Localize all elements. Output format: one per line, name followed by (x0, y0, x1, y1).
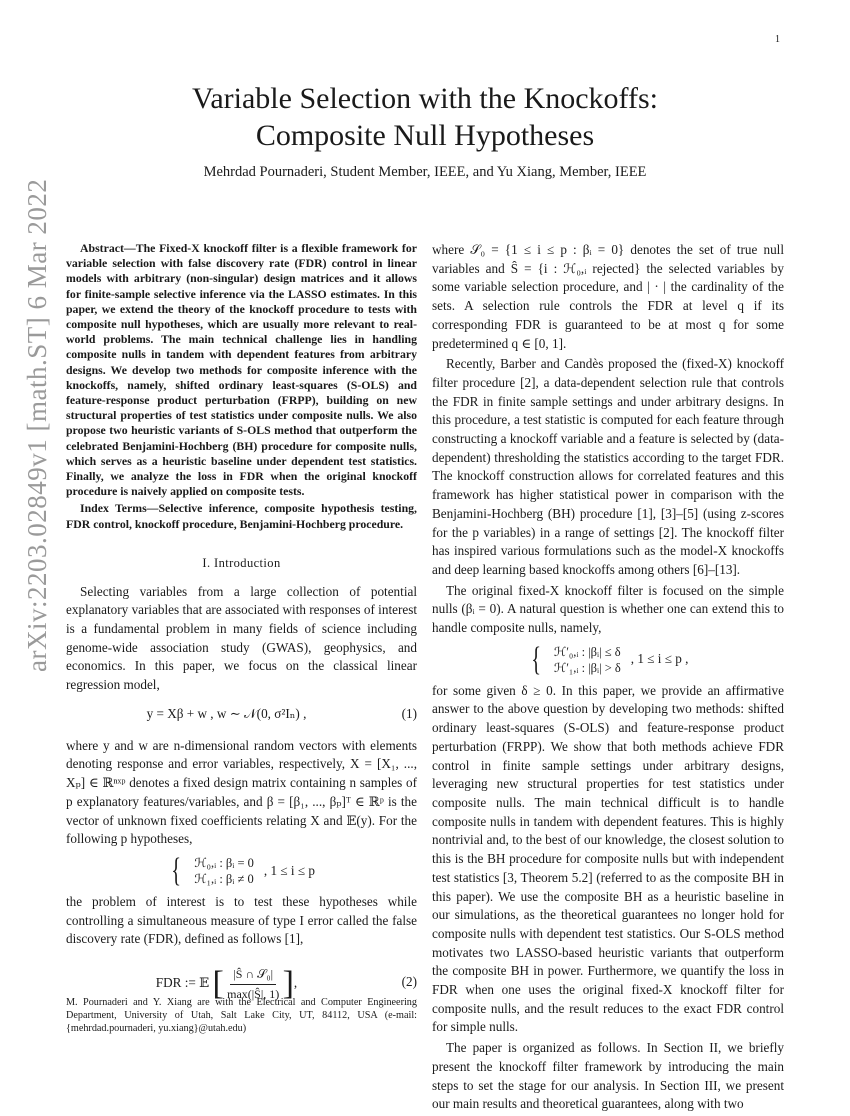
abstract: Abstract—The Fixed-X knockoff filter is a flexible framework for variable selection with false discovery rate (FDR) control in linear models with arbitrary (non-singular) design matrices and it allows for finite-sample selective inference via the LASSO estimates. In this paper, we extend the theory of the knockoff procedure to tests with composite null hypotheses, which are usually more relevant to real-world problems. The main technical challenge lies in handling composite nulls in tandem with dependent features from arbitrary designs. We develop two methods for composite inference with the knockoffs, namely, shifted ordinary least-squares (S-OLS) and feature-response product perturbation (FRPP), building on new structural properties of test statistics under composite nulls. We also propose two heuristic variants of S-OLS method that outperform the celebrated Benjamini-Hochberg (BH) procedure for composite nulls, which serves as a heuristic baseline under dependent test statistics. Finally, we analyze the loss in FDR when the original knockoff procedure is naively applied on composite tests. (66, 241, 417, 499)
index-terms: Index Terms—Selective inference, composite hypothesis testing, FDR control, knockoff procedure, Benjamini-Hochberg procedure. (66, 501, 417, 531)
composite-alt: ℋ′₁,ᵢ : |βᵢ| > δ (553, 660, 621, 675)
right-paragraph-2: Recently, Barber and Candès proposed the (fixed-X) knockoff filter procedure [2], a data-dependent selection rule that controls the FDR in finite sample settings and under arbitrary designs. In this procedure, a test statistic is computed for each feature through constructing a knockoff variable and a feature is selected by (data-dependent) thresholding the statistics according to the target FDR. The knockoff construction allows for correlated features and this framework has higher statistical power in comparison with the Benjamini-Hochberg (BH) procedure [1], [3]–[5] (using z-scores for the p variables) in a range of settings [2]. The knockoff filter has inspired various formulations such as the model-X knockoffs and deep learning based knockoffs among others [6]–[13]. (432, 356, 784, 577)
hypotheses-composite (432, 640, 784, 680)
fdr-denominator: max(|Ŝ|, 1) (227, 986, 280, 1001)
author-line: Mehrdad Pournaderi, Student Member, IEEE, and Yu Xiang, Member, IEEE (203, 164, 647, 180)
composite-range: , 1 ≤ i ≤ p , (630, 651, 689, 667)
page-number: 1 (775, 34, 780, 45)
composite-null: ℋ′₀,ᵢ : |βᵢ| ≤ δ (553, 644, 621, 659)
right-paragraph-1: where 𝒮₀ = {1 ≤ i ≤ p : βᵢ = 0} denotes the set of true null variables and Ŝ = {i : ℋ₀,ᵢ rejected} the selected variables by some variable selection procedure, and | · | the cardinality of the sets. A selection rule controls the FDR at level q if its corresponding FDR is guaranteed to be at most q for some predetermined q ∈ [0, 1]. (432, 242, 784, 351)
bracket-icon: [ (212, 964, 224, 1002)
hypothesis-alt: ℋ₁,ᵢ : βᵢ ≠ 0 (194, 872, 254, 886)
brace-icon: { (171, 852, 182, 889)
intro-paragraph-2: where y and w are n-dimensional random vectors with elements denoting response and error variables, respectively, X = [X₁, ..., Xₚ] ∈ ℝⁿˣᵖ denotes a fixed design matrix containing n samples of p explanatory features/variables, and β = [β₁, ..., βₚ]ᵀ ∈ ℝᵖ is the vector of unknown fixed coefficients relating X and 𝔼(y). For the following p hypotheses, (66, 737, 417, 847)
intro-paragraph-3: the problem of interest is to test these hypotheses while controlling a simultaneous measure of type I error called the false discovery rate (FDR), defined as follows [1], (66, 894, 417, 947)
brace-icon: { (530, 640, 541, 678)
footnote: M. Pournaderi and Y. Xiang are with the Electrical and Computer Engineering Department, University of Utah, Salt Lake City, UT, 84112, USA (e-mail: {mehrdad.pournaderi, yu.xiang}@utah.edu) (66, 997, 417, 1035)
equation-1 (66, 699, 417, 733)
equation-2-number: (2) (401, 974, 417, 990)
fdr-numerator: |Ŝ ∩ 𝒮₀| (230, 965, 276, 985)
title-line-2: Composite Null Hypotheses (255, 119, 595, 152)
right-column (432, 241, 784, 1116)
hypothesis-null: ℋ₀,ᵢ : βᵢ = 0 (194, 856, 254, 870)
hypotheses-simple (66, 851, 417, 891)
section-heading: I. Introduction (202, 555, 281, 570)
title-line-1: Variable Selection with the Knockoffs: (192, 82, 658, 115)
hypothesis-range: , 1 ≤ i ≤ p (263, 862, 315, 878)
left-column (66, 241, 417, 1011)
arxiv-stamp: arXiv:2203.02849v1 [math.ST] 6 Mar 2022 (22, 178, 52, 672)
equation-2-lhs: FDR := 𝔼 (155, 975, 210, 991)
equation-1-body: y = Xβ + w , w ∼ 𝒩(0, σ²Iₙ) , (146, 705, 307, 721)
bracket-icon: ] (282, 964, 294, 1002)
paper-title (0, 80, 850, 154)
right-paragraph-5: The paper is organized as follows. In Section II, we briefly present the knockoff filter framework by introducing the main steps to set the stage for our analysis. In Section III, we present our main results and theoretical guarantees, along with two (432, 1040, 784, 1112)
equation-2: FDR := 𝔼 [ $\frac{\text{|Ŝ ∩ 𝒮₀|}}{\max(|Ŝ|, 1)}$ ], (2) (155, 964, 417, 1002)
right-paragraph-4: for some given δ ≥ 0. In this paper, we provide an affirmative answer to the above question by developing two methods: shifted ordinary least-squares (S-OLS) and feature-response product perturbation (FRPP). We show that both methods achieve FDR control in finite sample settings under arbitrary designs, leveraging new structural properties for test statistics under composite nulls. The main technical difficult is to handle composite nulls in tandem with dependent features. This is highly nontrivial and, to the best of our knowledge, the closest solution to this is the BH procedure for composite nulls but with independent test statistics [3, Theorem 5.2] (referred to as the composite BH in this paper). We use the composite BH as a heuristic baseline in our simulations, as the theoretical guarantees no longer hold for composite nulls with dependent test statistics. Our S-OLS method motivates two LASSO-based heuristic variants that outperform the composite BH in power. Furthermore, we quantify the loss in FDR when one uses the original fixed-X knockoff filter for composite nulls, and the result reduces to the exact FDR control for simple nulls. (432, 682, 784, 1035)
equation-1-number: (1) (401, 705, 417, 721)
intro-paragraph-1: Selecting variables from a large collection of potential explanatory variables that are associated with responses of interest is a fundamental problem in many fields of science including genome-wide association study (GWAS), geophysics, and economics. In this paper, we focus on the classical linear regression model, (66, 583, 417, 693)
right-paragraph-3: The original fixed-X knockoff filter is focused on the simple nulls (βᵢ = 0). A natural question is whether one can extend this to handle composite nulls, namely, (432, 582, 784, 636)
